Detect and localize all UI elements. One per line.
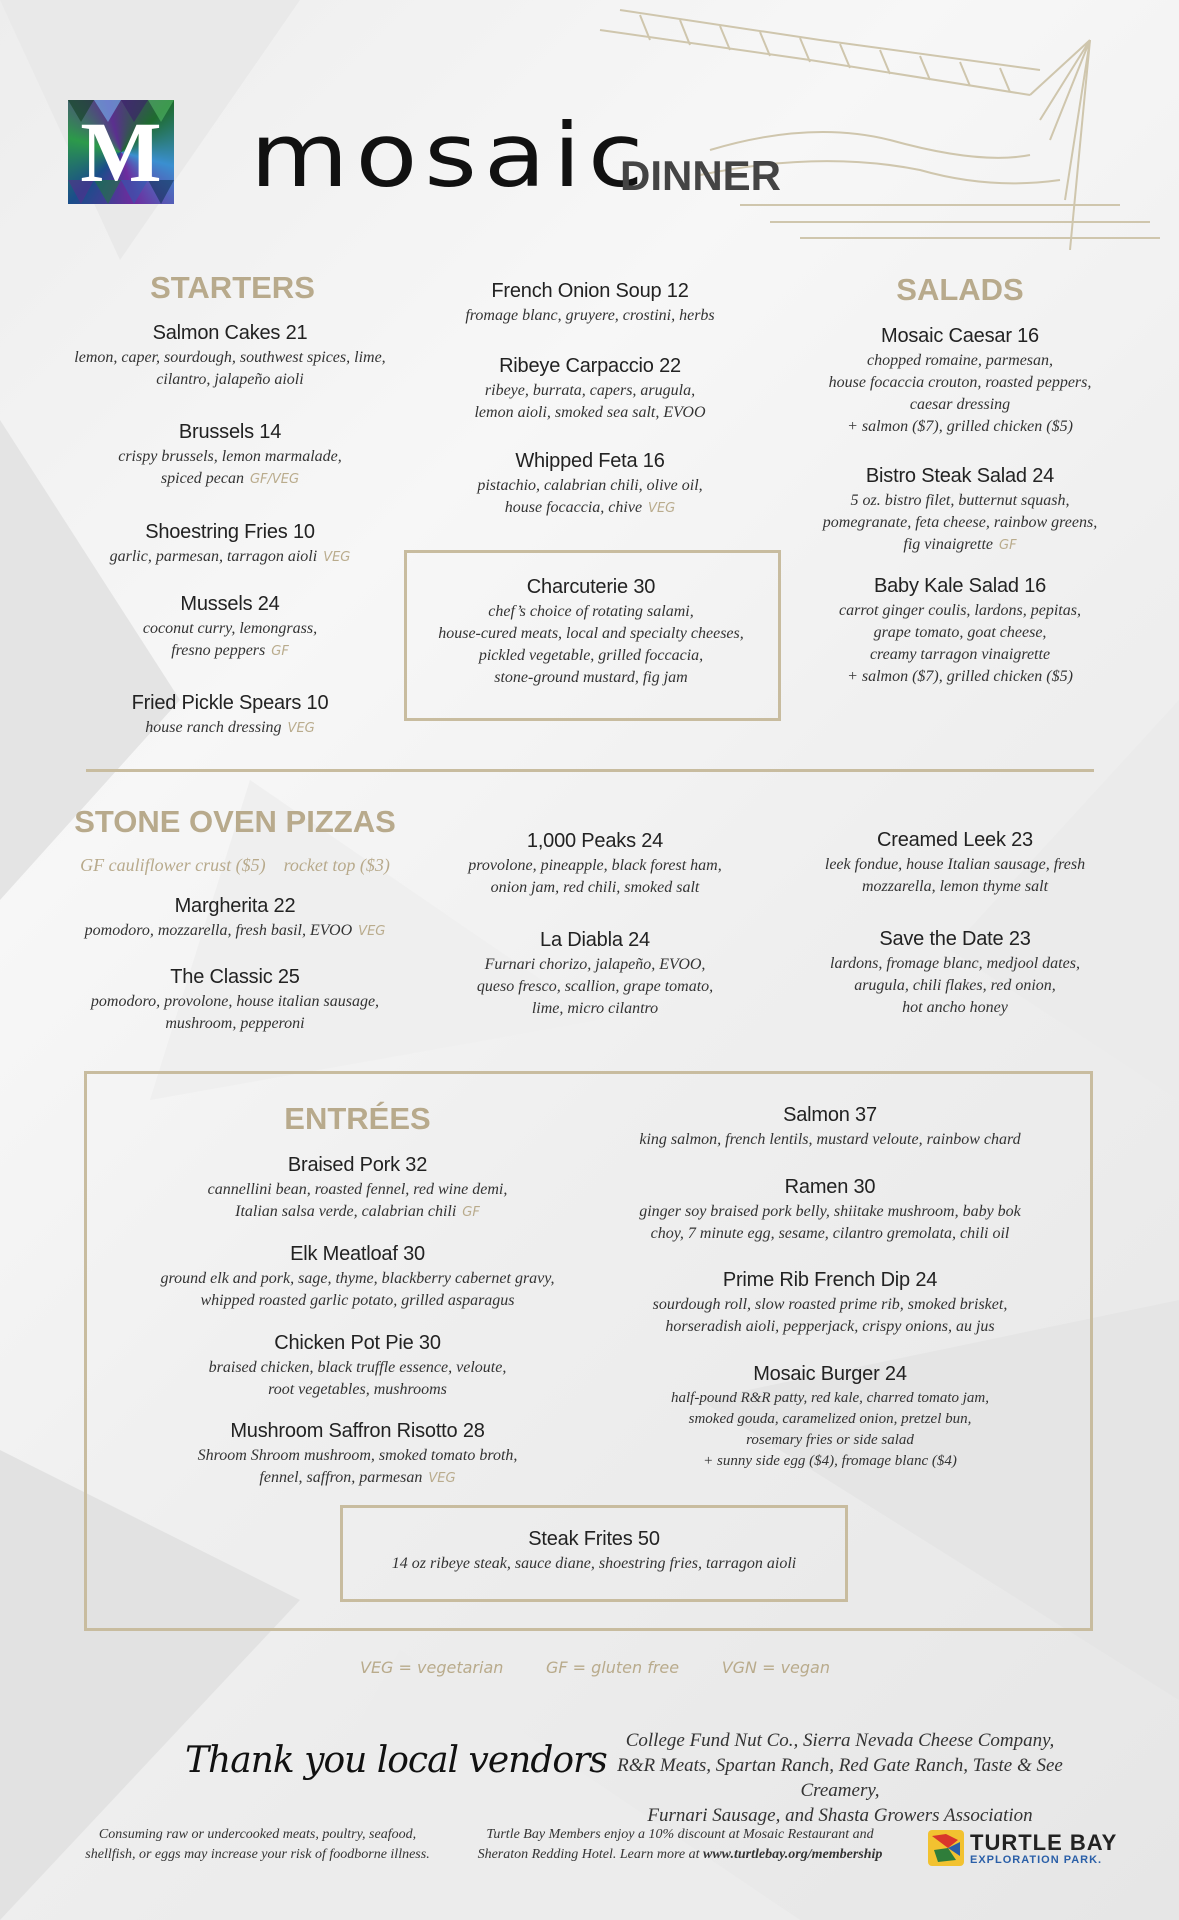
item-desc: fig vinaigrette xyxy=(903,536,994,553)
item-desc: mushroom, pepperoni xyxy=(165,1015,305,1032)
item-desc: 14 oz ribeye steak, sauce diane, shoestring fries, tarragon aioli xyxy=(391,1555,797,1572)
warning-line: shellfish, or eggs may increase your risk of foodborne illness. xyxy=(85,1847,430,1862)
menu-item xyxy=(140,1332,575,1401)
item-desc: lemon aioli, smoked sea salt, EVOO xyxy=(474,404,706,421)
diet-tag: VEG xyxy=(428,1471,456,1486)
item-desc: queso fresco, scallion, grape tomato, xyxy=(476,978,714,995)
item-desc: ground elk and pork, sage, thyme, blackberry cabernet gravy, xyxy=(160,1270,555,1287)
item-desc: house focaccia, chive xyxy=(504,499,643,516)
menu-item xyxy=(790,829,1120,898)
item-name: Elk Meatloaf 30 xyxy=(290,1243,425,1265)
item-name: Mushroom Saffron Risotto 28 xyxy=(230,1420,485,1442)
diet-tag: GF xyxy=(462,1205,480,1220)
vendor-list xyxy=(590,1728,1090,1828)
item-desc: provolone, pineapple, black forest ham, xyxy=(468,857,722,874)
menu-item xyxy=(610,1176,1050,1245)
menu-item xyxy=(60,593,400,663)
item-name: Whipped Feta 16 xyxy=(515,450,665,472)
item-desc: whipped roasted garlic potato, grilled asparagus xyxy=(200,1292,515,1309)
item-name: Braised Pork 32 xyxy=(287,1154,428,1176)
item-desc: cannellini bean, roasted fennel, red wine demi, xyxy=(207,1181,508,1198)
item-desc: horseradish aioli, pepperjack, crispy onions, au jus xyxy=(665,1318,995,1335)
diet-tag: VEG xyxy=(648,501,676,516)
item-desc: cilantro, jalapeño aioli xyxy=(156,371,304,388)
item-desc: lime, micro cilantro xyxy=(531,1000,659,1017)
item-desc: crispy brussels, lemon marmalade, xyxy=(118,448,342,465)
menu-item xyxy=(420,280,760,327)
item-desc: stone-ground mustard, fig jam xyxy=(494,669,688,686)
item-desc: pickled vegetable, grilled foccacia, xyxy=(478,647,704,664)
menu-item xyxy=(405,576,777,689)
item-name: Chicken Pot Pie 30 xyxy=(274,1332,441,1354)
item-desc: lemon, caper, sourdough, southwest spices, lime, xyxy=(74,349,386,366)
item-desc: pomodoro, provolone, house italian sausage, xyxy=(90,993,380,1010)
item-name: 1,000 Peaks 24 xyxy=(526,830,664,852)
legend-vgn: VGN = vegan xyxy=(721,1658,830,1677)
menu-item xyxy=(610,1269,1050,1338)
item-name: La Diabla 24 xyxy=(540,929,650,951)
item-name: Save the Date 23 xyxy=(879,928,1031,950)
menu-item xyxy=(800,465,1120,557)
membership-link[interactable]: www.turtlebay.org/membership xyxy=(702,1847,883,1862)
item-desc: + salmon ($7), grilled chicken ($5) xyxy=(847,668,1073,685)
item-name: Steak Frites 50 xyxy=(528,1528,660,1550)
item-desc: braised chicken, black truffle essence, veloute, xyxy=(208,1359,507,1376)
legend-gf: GF = gluten free xyxy=(545,1658,680,1677)
item-desc: Furnari chorizo, jalapeño, EVOO, xyxy=(484,956,706,973)
item-desc: pistachio, calabrian chili, olive oil, xyxy=(477,477,703,494)
item-desc: leek fondue, house Italian sausage, fresh xyxy=(824,856,1086,873)
pizza-options: GF cauliflower crust ($5) rocket top ($3) xyxy=(80,855,390,875)
diet-tag: VEG xyxy=(287,721,315,736)
salads-title: SALADS xyxy=(896,272,1024,307)
logo-mosaic-m xyxy=(68,100,174,204)
vendor-line: College Fund Nut Co., Sierra Nevada Cheese Company, xyxy=(625,1730,1055,1751)
warning-line: Consuming raw or undercooked meats, poultry, seafood, xyxy=(98,1827,417,1842)
item-desc: house ranch dressing xyxy=(145,719,282,736)
menu-item xyxy=(420,929,770,1020)
item-desc: ginger soy braised pork belly, shiitake mushroom, baby bok xyxy=(639,1203,1021,1220)
menu-item xyxy=(790,928,1120,1019)
diet-tag: VEG xyxy=(358,924,386,939)
diet-tag: VEG xyxy=(323,550,351,565)
diet-tag: GF xyxy=(999,538,1017,553)
item-desc: pomegranate, feta cheese, rainbow greens, xyxy=(822,514,1098,531)
menu-item xyxy=(140,1243,575,1312)
item-name: Ribeye Carpaccio 22 xyxy=(499,355,681,377)
item-name: Mosaic Caesar 16 xyxy=(881,325,1039,347)
item-desc: Shroom Shroom mushroom, smoked tomato broth, xyxy=(197,1447,518,1464)
item-desc: chopped romaine, parmesan, xyxy=(866,352,1054,369)
menu-item xyxy=(800,575,1120,688)
item-desc: coconut curry, lemongrass, xyxy=(142,620,318,637)
diet-tag: GF/VEG xyxy=(249,472,300,487)
item-desc: + salmon ($7), grilled chicken ($5) xyxy=(847,418,1073,435)
item-desc: grape tomato, goat cheese, xyxy=(873,624,1047,641)
item-name: French Onion Soup 12 xyxy=(491,280,689,302)
menu-item xyxy=(60,692,400,740)
menu-item xyxy=(60,895,410,943)
diet-legend xyxy=(360,1658,830,1677)
item-desc: fromage blanc, gruyere, crostini, herbs xyxy=(465,307,715,324)
menu-item xyxy=(420,830,770,899)
menu-item xyxy=(60,421,400,491)
legend-veg: VEG = vegetarian xyxy=(360,1658,504,1677)
thank-you-vendors: Thank you local vendors xyxy=(185,1740,607,1781)
item-desc: hot ancho honey xyxy=(902,999,1008,1016)
item-desc: mozzarella, lemon thyme salt xyxy=(861,878,1049,895)
item-desc: + sunny side egg ($4), fromage blanc ($4) xyxy=(703,1453,957,1469)
item-name: The Classic 25 xyxy=(170,966,300,988)
item-desc: house focaccia crouton, roasted peppers, xyxy=(828,374,1092,391)
item-desc: smoked gouda, caramelized onion, pretzel bun, xyxy=(688,1411,972,1427)
item-desc: chef’s choice of rotating salami, xyxy=(488,603,694,620)
item-desc: lardons, fromage blanc, medjool dates, xyxy=(830,955,1080,972)
item-desc: fennel, saffron, parmesan xyxy=(259,1469,423,1486)
item-desc: carrot ginger coulis, lardons, pepitas, xyxy=(839,602,1081,619)
menu-item xyxy=(60,521,400,569)
item-desc: king salmon, french lentils, mustard veloute, rainbow chard xyxy=(639,1131,1021,1148)
item-desc: fresno peppers xyxy=(171,642,266,659)
item-name: Salmon 37 xyxy=(783,1104,877,1126)
diet-tag: GF xyxy=(271,644,289,659)
item-name: Creamed Leek 23 xyxy=(877,829,1033,851)
membership-note xyxy=(460,1825,900,1865)
menu-type-title: DINNER xyxy=(620,152,782,199)
item-desc: onion jam, red chili, smoked salt xyxy=(490,879,700,896)
item-desc: sourdough roll, slow roasted prime rib, smoked brisket, xyxy=(652,1296,1008,1313)
item-desc: pomodoro, mozzarella, fresh basil, EVOO xyxy=(84,922,353,939)
menu-item xyxy=(420,450,760,520)
item-desc: half-pound R&R patty, red kale, charred tomato jam, xyxy=(670,1390,989,1406)
item-name: Brussels 14 xyxy=(178,421,282,443)
vendor-line: Furnari Sausage, and Shasta Growers Association xyxy=(647,1805,1033,1826)
item-desc: caesar dressing xyxy=(909,396,1011,413)
item-desc: ribeye, burrata, capers, arugula, xyxy=(484,382,696,399)
item-name: Mosaic Burger 24 xyxy=(753,1363,907,1385)
menu-item xyxy=(140,1420,575,1490)
item-desc: house-cured meats, local and specialty cheeses, xyxy=(438,625,744,642)
item-name: Margherita 22 xyxy=(174,895,296,917)
entrees-title: ENTRÉES xyxy=(284,1101,431,1136)
menu-item xyxy=(610,1363,1050,1472)
item-desc: garlic, parmesan, tarragon aioli xyxy=(109,548,318,565)
item-desc: 5 oz. bistro filet, butternut squash, xyxy=(850,492,1070,509)
vendor-line: R&R Meats, Spartan Ranch, Red Gate Ranch, Taste & See Creamery, xyxy=(617,1755,1063,1801)
item-name: Prime Rib French Dip 24 xyxy=(722,1269,938,1291)
item-desc: spiced pecan xyxy=(160,470,244,487)
item-name: Salmon Cakes 21 xyxy=(152,322,308,344)
item-name: Bistro Steak Salad 24 xyxy=(865,465,1055,487)
section-divider xyxy=(86,769,1094,772)
pizzas-title: STONE OVEN PIZZAS xyxy=(74,804,396,839)
menu-item xyxy=(610,1104,1050,1151)
health-warning xyxy=(65,1825,450,1865)
turtle-bay-icon xyxy=(928,1830,964,1866)
brand-name: mosaic xyxy=(250,104,651,207)
item-desc: arugula, chili flakes, red onion, xyxy=(854,977,1056,994)
item-desc: choy, 7 minute egg, sesame, cilantro gremolata, chili oil xyxy=(650,1225,1010,1242)
item-name: Fried Pickle Spears 10 xyxy=(131,692,329,714)
item-name: Charcuterie 30 xyxy=(526,576,656,598)
menu-item xyxy=(340,1528,848,1575)
menu-item xyxy=(60,322,400,391)
partner-logo xyxy=(928,1830,1128,1870)
menu-item xyxy=(140,1154,575,1224)
item-name: Mussels 24 xyxy=(180,593,280,615)
partner-name: TURTLE BAY xyxy=(970,1830,1118,1855)
menu-item xyxy=(420,355,760,424)
menu-item xyxy=(800,325,1120,438)
item-desc: root vegetables, mushrooms xyxy=(268,1381,447,1398)
bridge-illustration xyxy=(560,0,1179,250)
membership-line: Turtle Bay Members enjoy a 10% discount at Mosaic Restaurant and xyxy=(486,1827,874,1842)
menu-item xyxy=(60,966,410,1035)
item-desc: creamy tarragon vinaigrette xyxy=(869,646,1051,663)
item-desc: rosemary fries or side salad xyxy=(746,1432,914,1448)
item-desc: Italian salsa verde, calabrian chili xyxy=(235,1203,457,1220)
logo-letter: M xyxy=(80,104,162,200)
starters-title: STARTERS xyxy=(150,270,315,305)
item-name: Shoestring Fries 10 xyxy=(145,521,315,543)
membership-line: Sheraton Redding Hotel. Learn more at xyxy=(477,1847,703,1862)
item-name: Ramen 30 xyxy=(784,1176,876,1198)
item-name: Baby Kale Salad 16 xyxy=(873,575,1047,597)
partner-sub: EXPLORATION PARK. xyxy=(970,1854,1103,1866)
